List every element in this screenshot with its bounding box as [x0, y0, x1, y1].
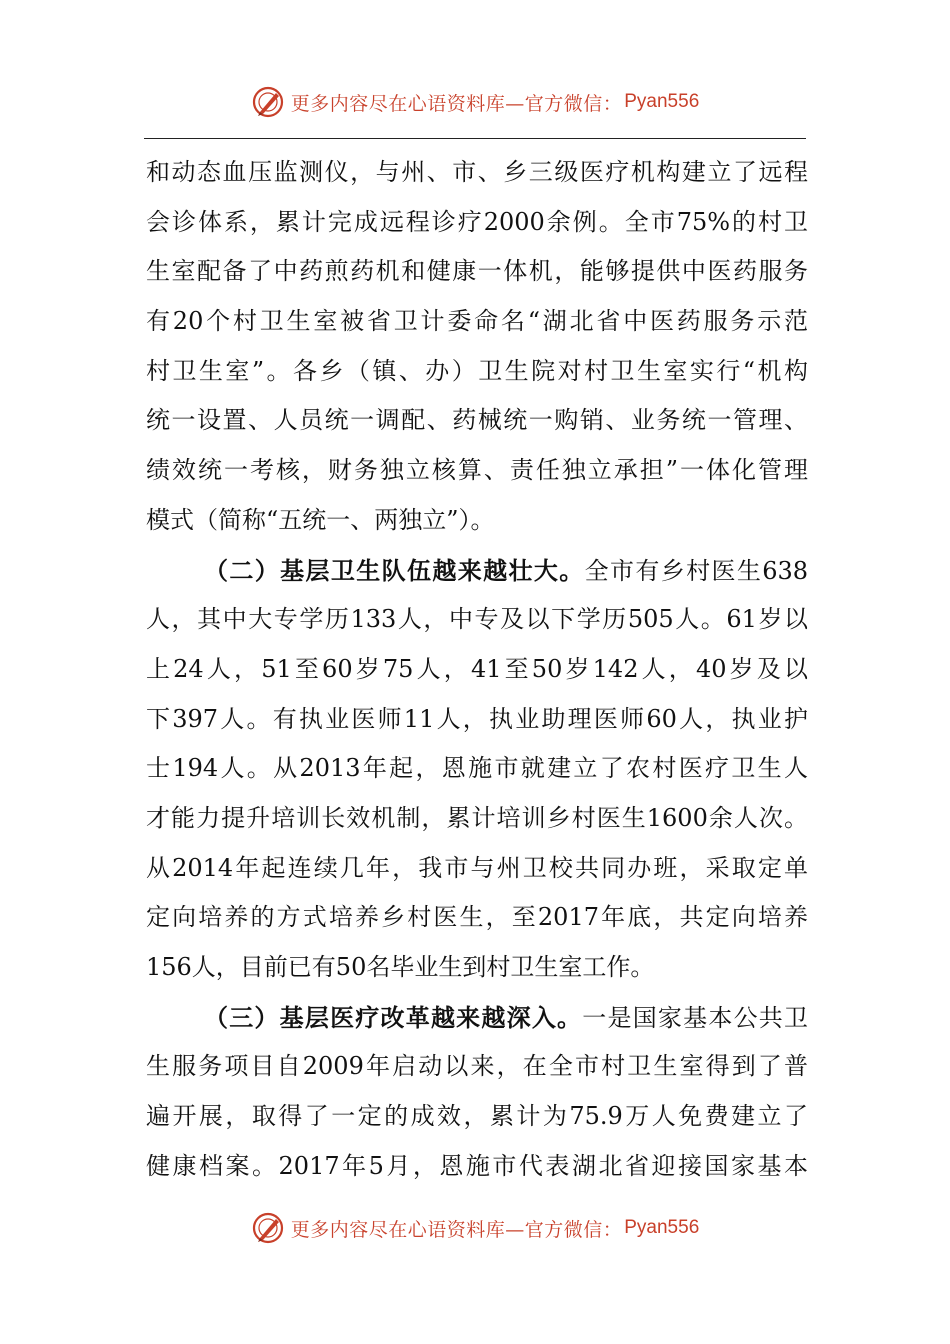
header-watermark — [0, 82, 950, 122]
banner-text: 更多内容尽在心语资料库—官方微信： — [290, 92, 623, 115]
text-line: 156人，目前已有50名毕业生到村卫生室工作。 — [146, 953, 655, 981]
text-line: 模式（简称“五统一、两独立”）。 — [146, 505, 495, 534]
text-line: 生室配备了中药煎药机和健康一体机，能够提供中医药服务 — [146, 257, 808, 286]
text-line: 下397人。有执业医师11人，执业助理医师60人，执业护 — [146, 704, 808, 733]
text-line: 有20个村卫生室被省卫计委命名“湖北省中医药服务示范 — [146, 307, 808, 336]
footer-watermark — [0, 1208, 950, 1248]
text-line: 上24人，51至60岁75人，41至50岁142人，40岁及以 — [146, 654, 808, 683]
paragraph-3 — [146, 993, 808, 1192]
text-line: 绩效统一考核，财务独立核算、责任独立承担”一体化管理 — [146, 456, 808, 485]
text-line: 健康档案。2017年5月，恩施市代表湖北省迎接国家基本 — [146, 1151, 808, 1180]
text-line: 才能力提升培训长效机制，累计培训乡村医生1600余人次。 — [146, 803, 808, 832]
document-body — [146, 148, 808, 1191]
section-heading: （三）基层医疗改革越来越深入。 — [204, 1002, 583, 1032]
paragraph-1 — [146, 148, 808, 546]
wechat-id: Pyan556 — [624, 1217, 700, 1238]
text-line: 士194人。从2013年起，恩施市就建立了农村医疗卫生人 — [146, 754, 808, 783]
section-first-line — [146, 993, 808, 1043]
text-line: 生服务项目自2009年启动以来，在全市村卫生室得到了普 — [146, 1052, 808, 1081]
banner-text: 更多内容尽在心语资料库—官方微信： — [290, 1218, 623, 1241]
text-span: 全市有乡村医生638 — [584, 556, 809, 585]
section-heading: （二）基层卫生队伍越来越壮大。 — [204, 555, 585, 585]
text-line: 和动态血压监测仪，与州、市、乡三级医疗机构建立了远程 — [146, 158, 808, 186]
section-first-line — [146, 546, 808, 596]
pen-logo-icon — [251, 1211, 285, 1245]
paragraph-2 — [146, 546, 808, 993]
text-line: 定向培养的方式培养乡村医生，至2017年底，共定向培养 — [146, 903, 808, 932]
text-line: 人，其中大专学历133人，中专及以下学历505人。61岁以 — [146, 605, 808, 634]
text-line: 村卫生室”。各乡（镇、办）卫生院对村卫生室实行“机构 — [146, 356, 808, 385]
pen-logo-icon — [251, 85, 285, 119]
header-rule — [144, 138, 806, 139]
text-line: 从2014年起连续几年，我市与州卫校共同办班，采取定单 — [146, 853, 808, 882]
text-span: 一是国家基本公共卫 — [582, 1003, 809, 1032]
wechat-id: Pyan556 — [624, 91, 700, 112]
text-line: 遍开展，取得了一定的成效，累计为75.9万人免费建立了 — [146, 1102, 808, 1131]
text-line: 会诊体系，累计完成远程诊疗2000余例。全市75%的村卫 — [146, 207, 808, 236]
text-line: 统一设置、人员统一调配、药械统一购销、业务统一管理、 — [146, 406, 808, 435]
